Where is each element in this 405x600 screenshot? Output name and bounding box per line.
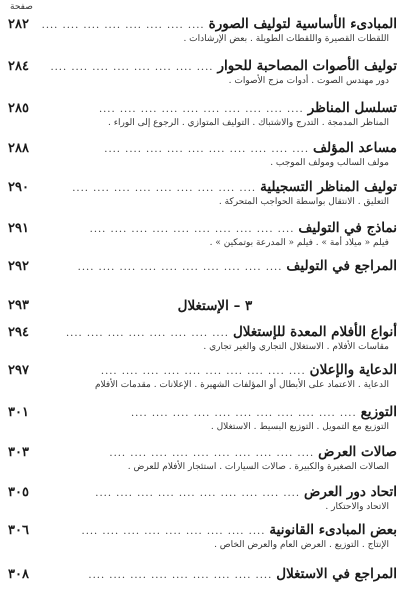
toc-entry — [8, 140, 397, 168]
toc-entry — [8, 522, 397, 550]
leader-dots: .... .... .... .... .... .... .... .... .... .... — [95, 488, 301, 499]
entry-page-number: ٣٠٦ — [8, 523, 29, 538]
entry-page-number: ٣٠٨ — [8, 567, 29, 582]
leader-dots: .... .... .... .... .... .... .... .... .... .... — [104, 144, 310, 155]
entry-title: توليف الأصوات المصاحبة للحوار — [217, 58, 397, 74]
toc-entry — [8, 404, 397, 432]
entry-title: التوزيع — [360, 404, 397, 420]
toc-entry — [8, 179, 397, 207]
entry-page-number: ٢٩٢ — [8, 259, 29, 274]
toc-entry — [8, 58, 397, 86]
entry-title: نماذج في التوليف — [298, 220, 397, 236]
leader-dots: .... .... .... .... .... .... .... .... .... .... — [98, 104, 304, 115]
entry-page-number: ٢٨٤ — [8, 59, 29, 74]
entry-subtitle: المناظر المدمجة . التدرج والاشتباك . التوليف المتوازي . الرجوع إلى الوراء . — [108, 118, 389, 128]
entry-page-number: ٢٨٨ — [8, 141, 29, 156]
leader-dots: .... .... .... .... .... .... .... .... .... .... — [77, 262, 283, 273]
entry-title: مساعد المؤلف — [313, 140, 397, 156]
leader-dots: .... .... .... .... .... .... .... .... .... .... — [109, 448, 315, 459]
entry-title: بعض المبادىء القانونية — [269, 522, 397, 538]
entry-title: أنواع الأفلام المعدة للإستغلال — [232, 324, 397, 340]
entry-subtitle: الدعاية . الاعتماد على الأبطال أو المؤلفات الشهيرة . الإعلانات . مقدمات الأفلام — [94, 380, 389, 390]
leader-dots: .... .... .... .... .... .... .... .... — [65, 328, 229, 339]
page-column-label: صفحة — [10, 2, 33, 12]
entry-title: المبادىء الأساسية لتوليف الصورة — [208, 16, 397, 32]
entry-subtitle: فيلم « ميلاد أمة » . فيلم « المدرعة بوتمكين » . — [209, 238, 389, 248]
entry-title: الدعاية والإعلان — [309, 362, 397, 378]
toc-entry — [8, 484, 397, 512]
entry-title: تسلسل المناظر — [307, 100, 397, 116]
leader-dots: .... .... .... .... .... .... .... .... .... — [88, 570, 273, 581]
entry-page-number: ٢٩٧ — [8, 363, 29, 378]
leader-dots: .... .... .... .... .... .... .... .... .... .... — [100, 366, 306, 377]
entry-subtitle: التوزيع مع التمويل . التوزيع البسيط . الاستغلال . — [210, 422, 389, 432]
chapter-title: ٣ – الإستغلال — [177, 298, 253, 314]
entry-title: المراجع في الاستغلال — [276, 566, 397, 582]
leader-dots: .... .... .... .... .... .... .... .... .... .... .... — [130, 408, 357, 419]
toc-entry — [8, 16, 397, 44]
entry-title: المراجع في التوليف — [286, 258, 397, 274]
toc-entry — [8, 100, 397, 128]
entry-subtitle: اللقطات القصيرة واللقطات الطويلة . بعض الإرشادات . — [183, 34, 389, 44]
entry-subtitle: مولف السالب ومولف الموجب . — [270, 158, 389, 168]
entry-title: صالات العرض — [318, 444, 397, 460]
toc-entry — [8, 566, 397, 582]
entry-subtitle: مقاسات الأفلام . الاستغلال التجاري والغير تجاري . — [203, 342, 389, 352]
toc-entry — [8, 324, 397, 352]
entry-subtitle: الإنتاج . التوزيع . العرض العام والعرض الخاص . — [214, 540, 389, 550]
entry-page-number: ٢٩٤ — [8, 325, 29, 340]
entry-page-number: ٢٩١ — [8, 221, 29, 236]
entry-page-number: ٣٠١ — [8, 405, 29, 420]
entry-page-number: ٣٠٣ — [8, 445, 29, 460]
leader-dots: .... .... .... .... .... .... .... .... .... — [81, 526, 266, 537]
entry-page-number: ٣٠٥ — [8, 485, 29, 500]
entry-page-number: ٢٩٠ — [8, 180, 29, 195]
entry-page-number: ٢٨٥ — [8, 101, 29, 116]
entry-subtitle: التعليق . الانتقال بواسطة الحواجب المتحركة . — [218, 197, 389, 207]
chapter-heading — [0, 298, 405, 318]
toc-entry — [8, 220, 397, 248]
leader-dots: .... .... .... .... .... .... .... .... — [42, 20, 205, 31]
toc-entry — [8, 362, 397, 390]
entry-title: توليف المناظر التسجيلية — [260, 179, 397, 195]
leader-dots: .... .... .... .... .... .... .... .... — [50, 62, 214, 73]
chapter-page-number: ٢٩٣ — [8, 298, 29, 313]
entry-subtitle: الصالات الصغيرة والكبيرة . صالات السيارات . استئجار الأفلام للعرض . — [127, 462, 389, 472]
leader-dots: .... .... .... .... .... .... .... .... .... — [72, 183, 257, 194]
entry-subtitle: الاتحاد والاحتكار . — [325, 502, 389, 512]
entry-subtitle: دور مهندس الصوت . أدوات مزج الأصوات . — [228, 76, 389, 86]
leader-dots: .... .... .... .... .... .... .... .... .... .... — [89, 224, 295, 235]
toc-entry — [8, 258, 397, 274]
toc-entry — [8, 444, 397, 472]
entry-page-number: ٢٨٢ — [8, 17, 29, 32]
entry-title: اتحاد دور العرض — [304, 484, 397, 500]
